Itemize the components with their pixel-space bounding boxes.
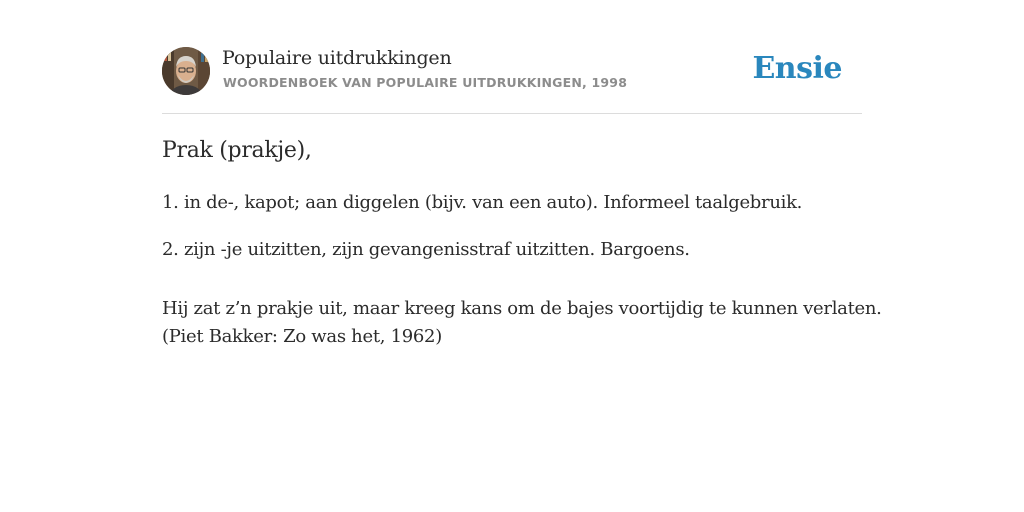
example-quote xyxy=(162,295,882,351)
avatar[interactable] xyxy=(162,47,210,95)
quote-text: Hij zat z’n prakje uit, maar kreeg kans om de bajes voortijdig te kunnen verlaten. xyxy=(162,298,882,319)
source-title[interactable]: WOORDENBOEK VAN POPULAIRE UITDRUKKINGEN, 1998 xyxy=(223,75,628,90)
author-portrait-icon xyxy=(162,47,210,95)
entry-title: Prak (prakje), xyxy=(162,138,312,163)
author-name[interactable]: Populaire uitdrukkingen xyxy=(222,47,452,69)
entry-card xyxy=(162,0,882,512)
quote-citation: (Piet Bakker: Zo was het, 1962) xyxy=(162,326,442,347)
entry-header xyxy=(162,46,862,96)
divider xyxy=(162,113,862,114)
brand-logo[interactable]: Ensie xyxy=(752,51,842,86)
definition-item: 2. zijn -je uitzitten, zijn gevangenisstraf uitzitten. Bargoens. xyxy=(162,239,690,260)
definition-item: 1. in de-, kapot; aan diggelen (bijv. van een auto). Informeel taalgebruik. xyxy=(162,192,803,213)
